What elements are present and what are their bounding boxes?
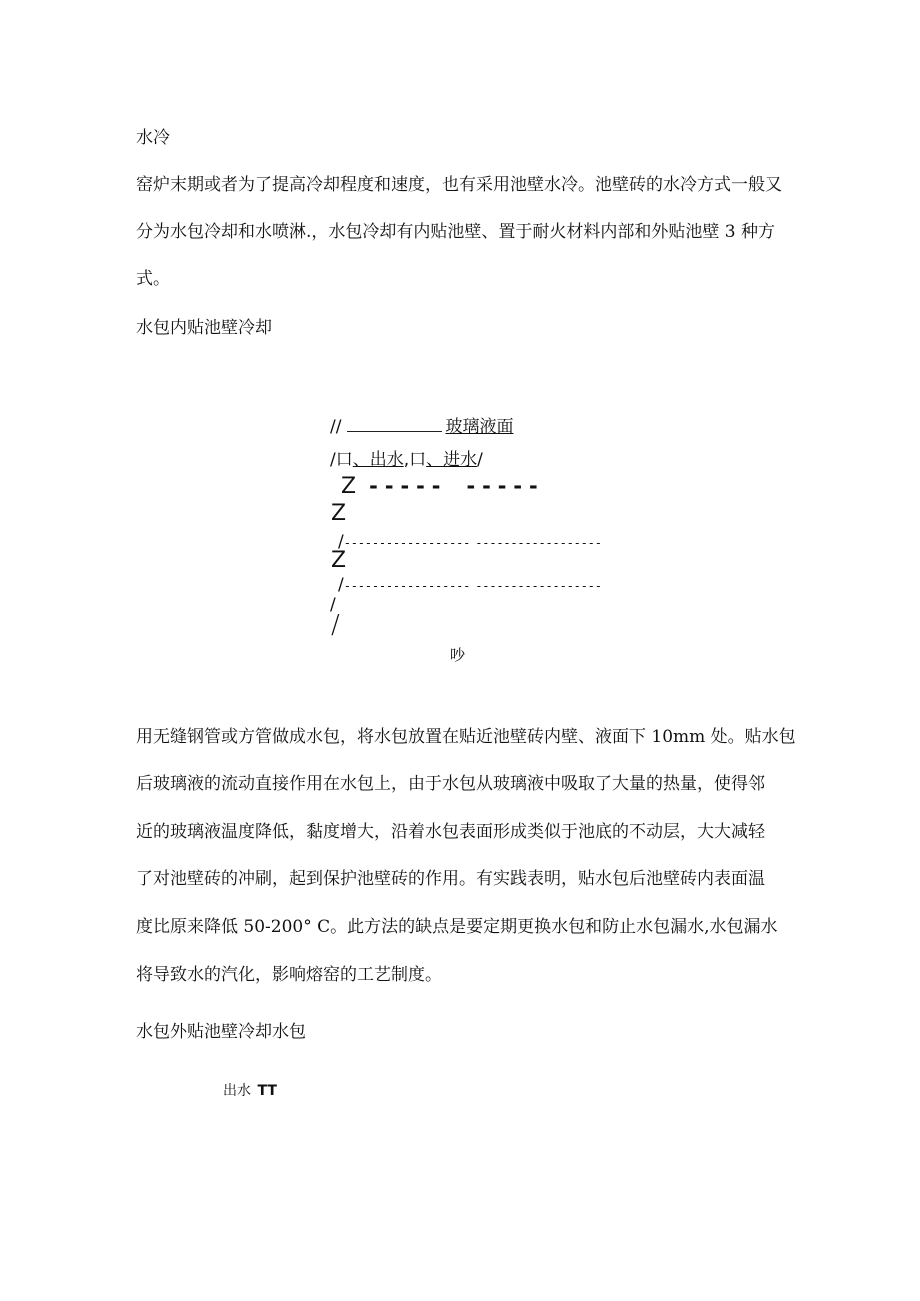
slash-mark: / (330, 595, 336, 615)
figure-line-big-dashes (341, 474, 543, 499)
glass-surface-rule (347, 431, 442, 432)
figure-line-glass-surface (330, 416, 513, 438)
paragraph-line: 式。 (136, 269, 170, 289)
outlet-label: 出水 (223, 1083, 251, 1099)
figure-outlet (223, 1080, 277, 1100)
heading-water-cooling: 水冷 (136, 128, 170, 148)
paragraph-line: 后玻璃液的流动直接作用在水包上，由于水包从玻璃液中吸取了大量的热量，使得邻 (136, 774, 765, 794)
glass-surface-label: 玻璃液面 (445, 417, 514, 437)
dash-segment: ----- (367, 474, 446, 498)
figure-line-small-dashes (338, 531, 602, 553)
port-marker: / (477, 450, 483, 470)
port-marker: /口 (330, 450, 353, 470)
dash-segment: ------------------ (343, 536, 471, 550)
heading-outer-water-jacket: 水包外贴池壁冷却水包 (136, 1022, 306, 1042)
outlet-label: 、出水 (352, 450, 404, 470)
figure-line-small-dashes (338, 574, 602, 596)
paragraph-line: 窑炉末期或者为了提高冷却程度和速度，也有采用池壁水冷。池壁砖的水冷方式一般又 (136, 175, 782, 195)
dash-segment: ------------------ (475, 536, 602, 550)
paragraph-line: 分为水包冷却和水喷淋.，水包冷却有内贴池壁、置于耐火材料内部和外贴池壁 3 种方 (136, 222, 776, 242)
slash-mark: / (331, 610, 340, 640)
z-mark: Z (341, 474, 357, 499)
outlet-mark: TT (257, 1083, 277, 1099)
paragraph-line: 了对池壁砖的冲刷，起到保护池壁砖的作用。有实践表明，贴水包后池壁砖内表面温 (136, 869, 765, 889)
z-mark: Z (331, 548, 347, 573)
paragraph-line: 将导致水的汽化，影响熔窑的工艺制度。 (136, 965, 442, 985)
port-marker: ,口 (403, 450, 427, 470)
paragraph-line: 用无缝钢管或方管做成水包，将水包放置在贴近池壁砖内壁、液面下 10mm 处。贴水包 (136, 727, 796, 747)
paragraph-line: 近的玻璃液温度降低，黏度增大，沿着水包表面形成类似于池底的不动层，大大减轻 (136, 822, 765, 842)
dash-segment: ----- (464, 474, 543, 498)
figure-line-ports (330, 449, 483, 471)
slash-mark: / (338, 532, 344, 552)
figure-slashes: // (330, 417, 342, 437)
figure-caption: 吵 (450, 646, 466, 664)
dash-segment: ------------------ (475, 579, 602, 593)
slash-mark: / (338, 575, 344, 595)
inlet-label: 、进水 (426, 450, 478, 470)
dash-segment: ------------------ (343, 579, 471, 593)
heading-inner-water-jacket: 水包内贴池壁冷却 (136, 318, 272, 338)
paragraph-line: 度比原来降低 50-200° C。此方法的缺点是要定期更换水包和防止水包漏水,水包漏水 (136, 917, 778, 937)
z-mark: Z (331, 501, 347, 526)
